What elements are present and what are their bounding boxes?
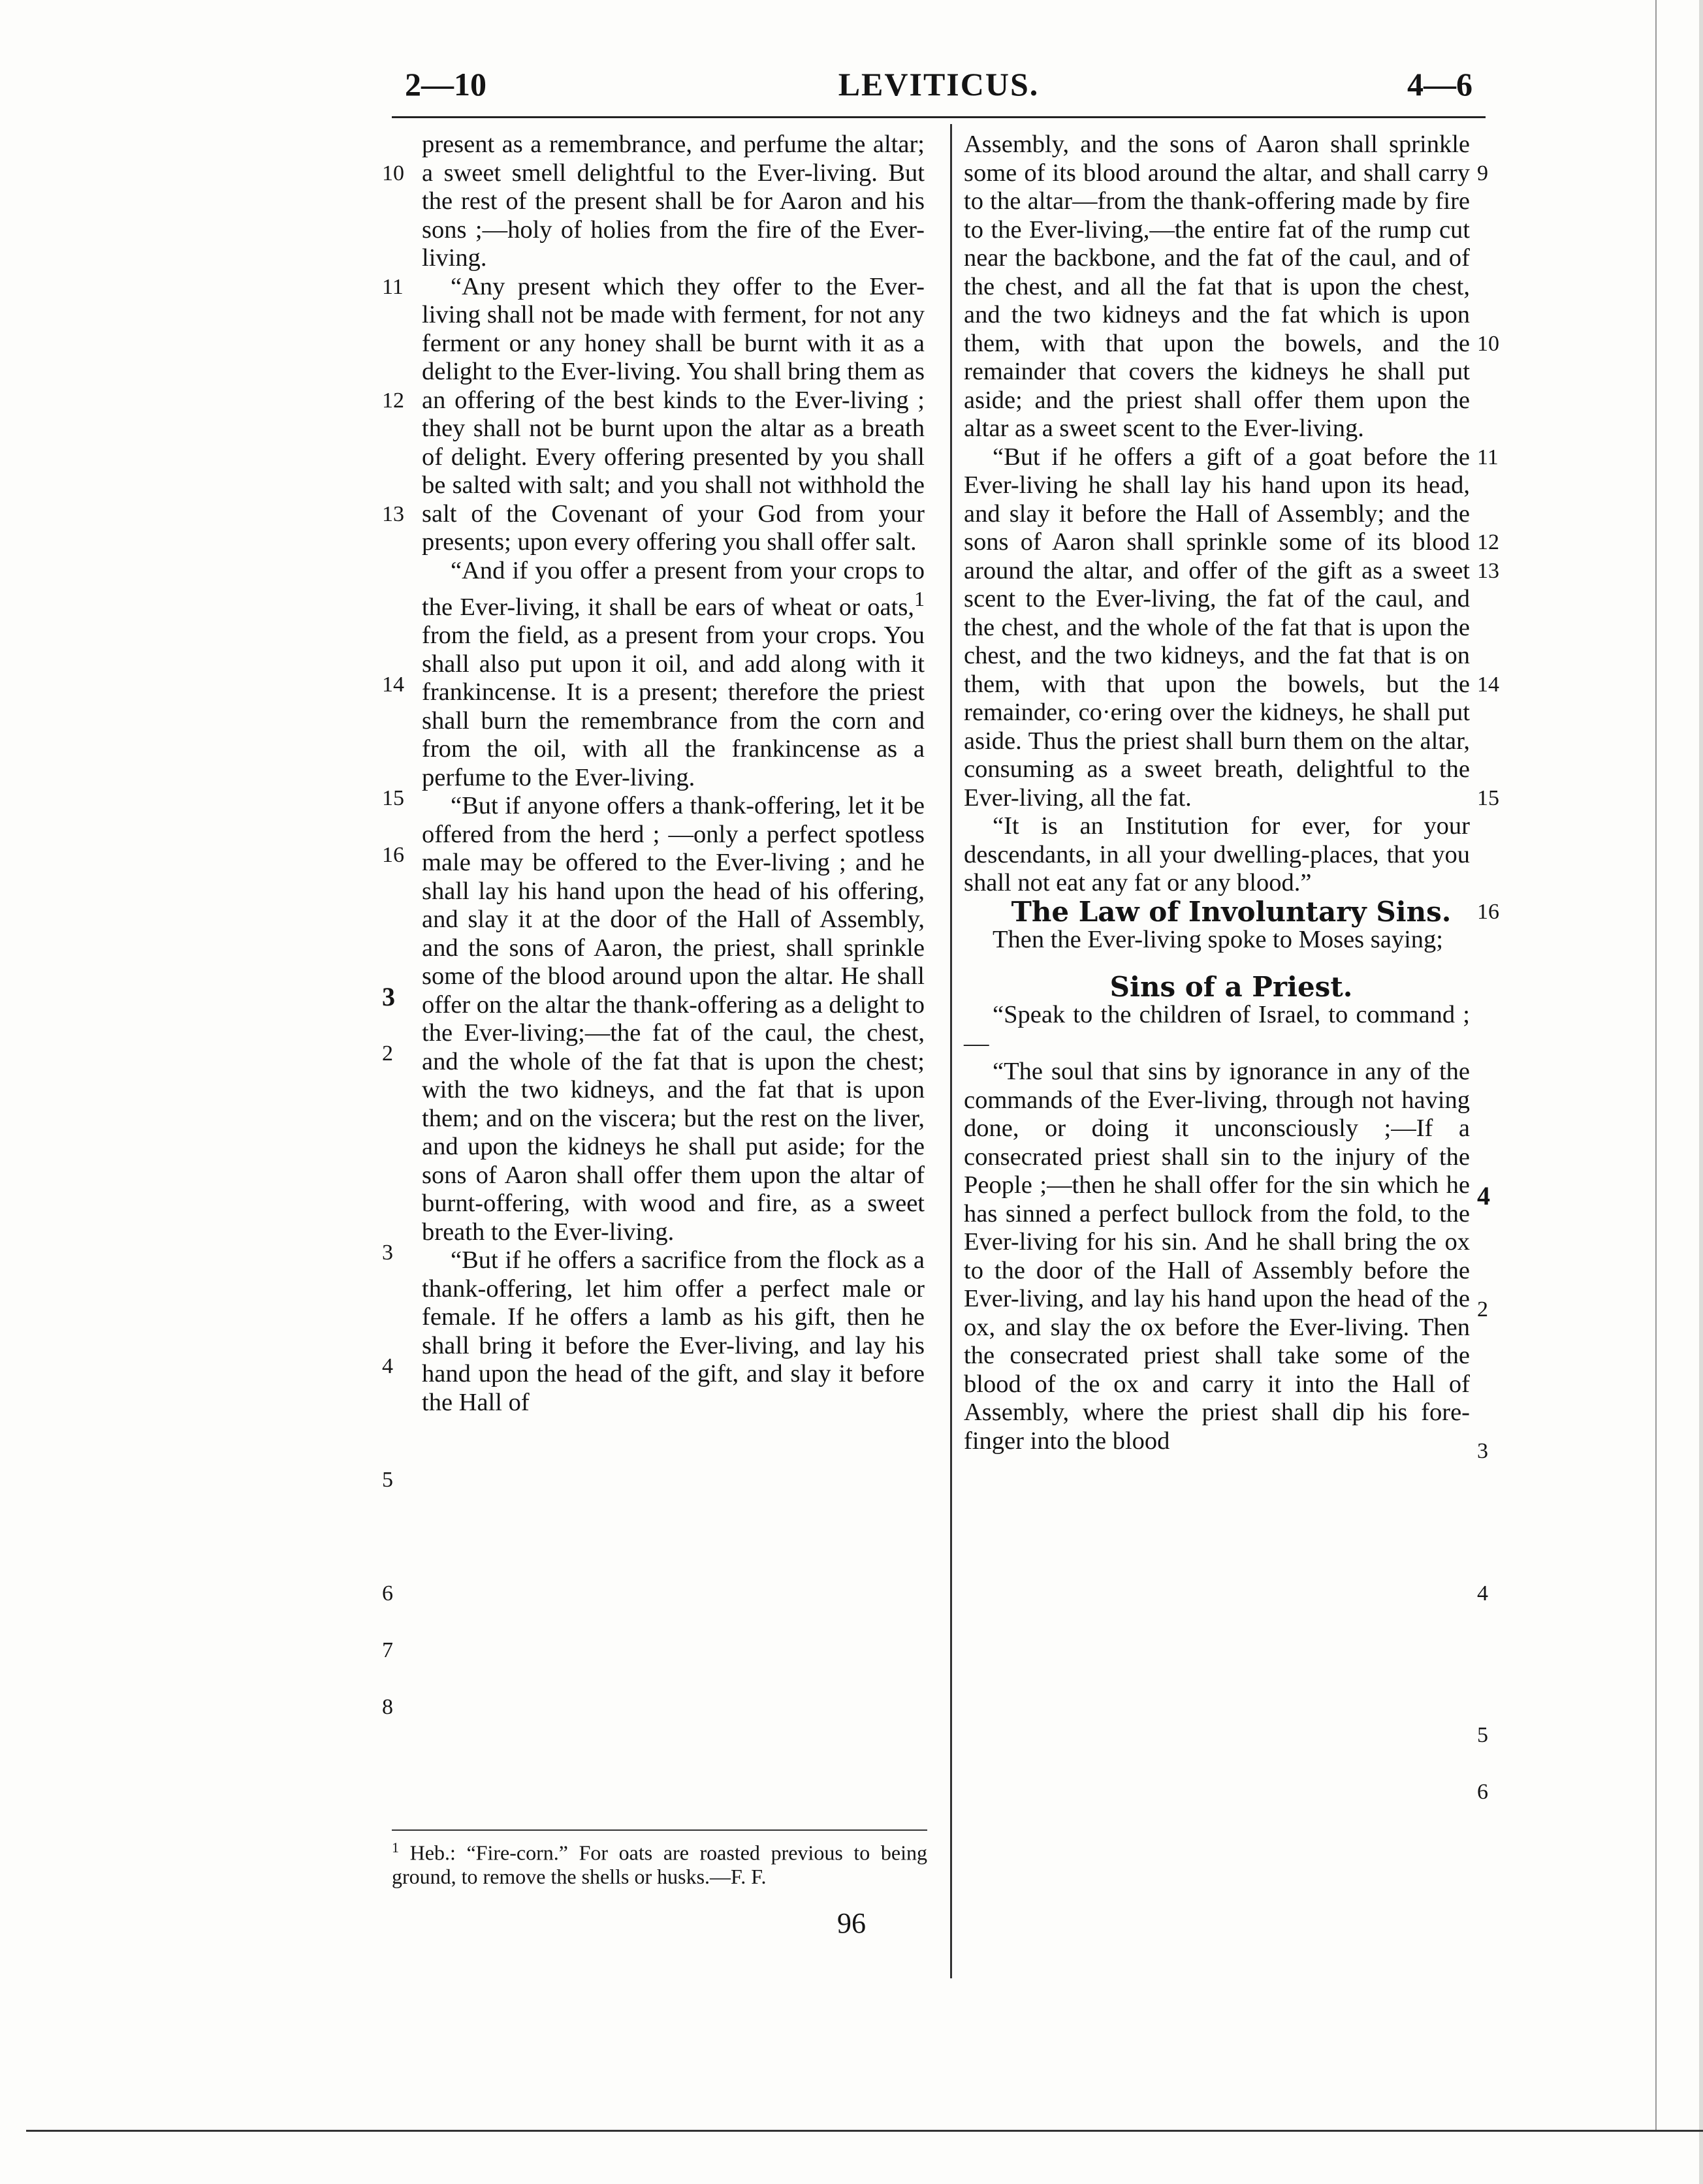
verse-number: 12: [1477, 530, 1499, 554]
header-book-title: LEVITICUS.: [838, 66, 1040, 103]
verse-number: 16: [1477, 899, 1499, 924]
footnote-ref: 1: [914, 587, 925, 610]
verse-number: 6: [1477, 1780, 1488, 1804]
verse-number: 16: [382, 842, 404, 867]
left-paragraph: present as a remembrance, and perfume the altar; a sweet smell delightful to the Ever-living. But the rest of the present shall be for Aaron and his sons ;—holy of holies from the fire of the Ever-living.: [422, 131, 925, 272]
chapter-number: 3: [382, 982, 395, 1011]
right-paragraph: “Speak to the children of Israel, to command ;—: [964, 1001, 1470, 1057]
verse-number: 14: [1477, 672, 1499, 697]
verse-number: 12: [382, 388, 404, 413]
verse-number: 8: [382, 1694, 393, 1719]
section-heading: The Law of Involuntary Sins.: [1011, 895, 1452, 928]
footnote-text: Heb.: “Fire-corn.” For oats are roasted previous to being ground, to remove the shells or husks.—F. F.: [392, 1841, 928, 1888]
verse-number: 5: [1477, 1723, 1488, 1747]
verse-number: 11: [382, 274, 404, 299]
header-rule: [392, 116, 1486, 118]
left-paragraph: “But if he offers a sacrifice from the flock as a thank-offering, let him offer a perfect male or female. If he offers a lamb as his gift, then he shall bring it before the Ever-living, and lay his hand upon the head of the gift, and slay it before the Hall of: [422, 1246, 925, 1416]
verse-number: 9: [1477, 161, 1488, 185]
left-paragraph: [422, 557, 925, 793]
bottom-rule: [26, 2130, 1703, 2132]
right-paragraph: “The soul that sins by ignorance in any of the commands of the Ever-living, through not having done, or doing it unconsciously ;—If a consecrated priest shall sin to the injury of the People ;—then he shall offer for the sin which he has sinned a perfect bullock from the fold, to the Ever-living for his sin. And he shall bring the ox to the door of the Hall of Assembly before the Ever-living, and lay his hand upon the head of the ox, and slay the ox before the Ever-living. Then the consecrated priest shall take some of the blood of the ox and carry it into the Hall of Assembly, where the priest shall dip his fore-finger into the blood: [964, 1058, 1470, 1455]
verse-number: 3: [382, 1240, 393, 1265]
verse-number: 10: [1477, 331, 1499, 356]
verse-number: 4: [382, 1353, 393, 1378]
right-paragraph: Then the Ever-living spoke to Moses saying;: [993, 926, 1443, 953]
verse-number: 2: [1477, 1297, 1488, 1321]
page-number: 96: [837, 1907, 866, 1939]
verse-number: 2: [382, 1041, 393, 1066]
verse-number: 10: [382, 161, 404, 185]
right-column: [964, 131, 1470, 1455]
verse-number: 13: [382, 501, 404, 526]
header-chapter-start: 2—10: [405, 66, 486, 103]
footnote: [392, 1829, 927, 1888]
scan-edge: [1699, 0, 1703, 2184]
verse-number: 13: [1477, 558, 1499, 583]
section-heading: Sins of a Priest.: [1109, 970, 1353, 1003]
footnote-mark: 1: [392, 1839, 399, 1856]
paragraph-text: “And if you offer a present from your crops to the Ever-living, it shall be ears of wheat or oats,: [422, 556, 925, 621]
header-chapter-end: 4—6: [1407, 66, 1472, 103]
page-edge-rule: [1655, 0, 1657, 2130]
left-paragraph: “But if anyone offers a thank-offering, let it be offered from the herd ; —only a perfect spotless male may be offered to the Ever-living ; and he shall lay his hand upon the head of his offering, and slay it at the door of the Hall of Assembly, and the sons of Aaron, the priest, shall sprinkle some of the blood around upon the altar. He shall offer on the altar the thank-offering as a delight to the Ever-living;—the fat of the caul, the chest, and the whole of the fat that is upon the chest; with the two kidneys, and the fat that is upon them; and on the viscera; but the rest on the liver, and upon the kidneys he shall put aside; for the sons of Aaron shall offer them upon the altar of burnt-offering, with wood and fire, as a sweet breath to the Ever-living.: [422, 792, 925, 1246]
left-paragraph: “Any present which they offer to the Ever-living shall not be made with ferment, for not any ferment or any honey shall be burnt with it as a delight to the Ever-living. You shall bring them as an offering of the best kinds to the Ever-living ; they shall not be burnt upon the altar as a breath of delight. Every offering presented by you shall be salted with salt; and you shall not withhold the salt of the Covenant of your God from your presents; upon every offering you shall offer salt.: [422, 272, 925, 556]
right-paragraph: “It is an Institution for ever, for your descendants, in all your dwelling-places, that you shall not eat any fat or any blood.”: [964, 812, 1470, 896]
verse-number: 3: [1477, 1439, 1488, 1463]
verse-number: 15: [382, 785, 404, 810]
left-column: [422, 131, 925, 1417]
column-divider: [950, 124, 952, 1978]
verse-number: 11: [1477, 445, 1499, 469]
chapter-number: 4: [1477, 1180, 1490, 1211]
verse-number: 15: [1477, 785, 1499, 810]
right-paragraph: Assembly, and the sons of Aaron shall sprinkle some of its blood around the altar, and shall carry to the altar—from the thank-offering made by fire to the Ever-living,—the entire fat of the rump cut near the backbone, and the fat of the caul, and of the chest, and all the fat that is upon the chest, and the two kidneys and the fat which is upon them, with that upon the bowels, and the remainder that covers the kidneys he shall put aside; and the priest shall offer them upon the altar as a sweet scent to the Ever-living.: [964, 131, 1470, 442]
running-header: [392, 65, 1486, 111]
verse-number: 5: [382, 1467, 393, 1492]
verse-number: 14: [382, 672, 404, 697]
verse-number: 6: [382, 1581, 393, 1606]
verse-number: 4: [1477, 1581, 1488, 1606]
verse-number: 7: [382, 1638, 393, 1662]
paragraph-text: from the field, as a present from your crops. You shall also put upon it oil, and add along with it frankincense. It is a present; therefore the priest shall burn the remembrance from the corn and from the oil, with all the frankincense as a perfume to the Ever-living.: [422, 622, 925, 791]
right-paragraph: “But if he offers a gift of a goat before the Ever-living he shall lay his hand upon its head, and slay it before the Hall of Assembly; and the sons of Aaron shall sprinkle some of its blood around the altar, and offer of the gift as a sweet scent to the Ever-living, the fat of the caul, and the chest, and the whole of the fat that is upon the chest, and the two kidneys, and the fat that is on them, with that upon the bowels, but the remainder, co·ering over the kidneys, he shall put aside. Thus the priest shall burn them on the altar, consuming as a sweet breath, delightful to the Ever-living, all the fat.: [964, 443, 1470, 812]
